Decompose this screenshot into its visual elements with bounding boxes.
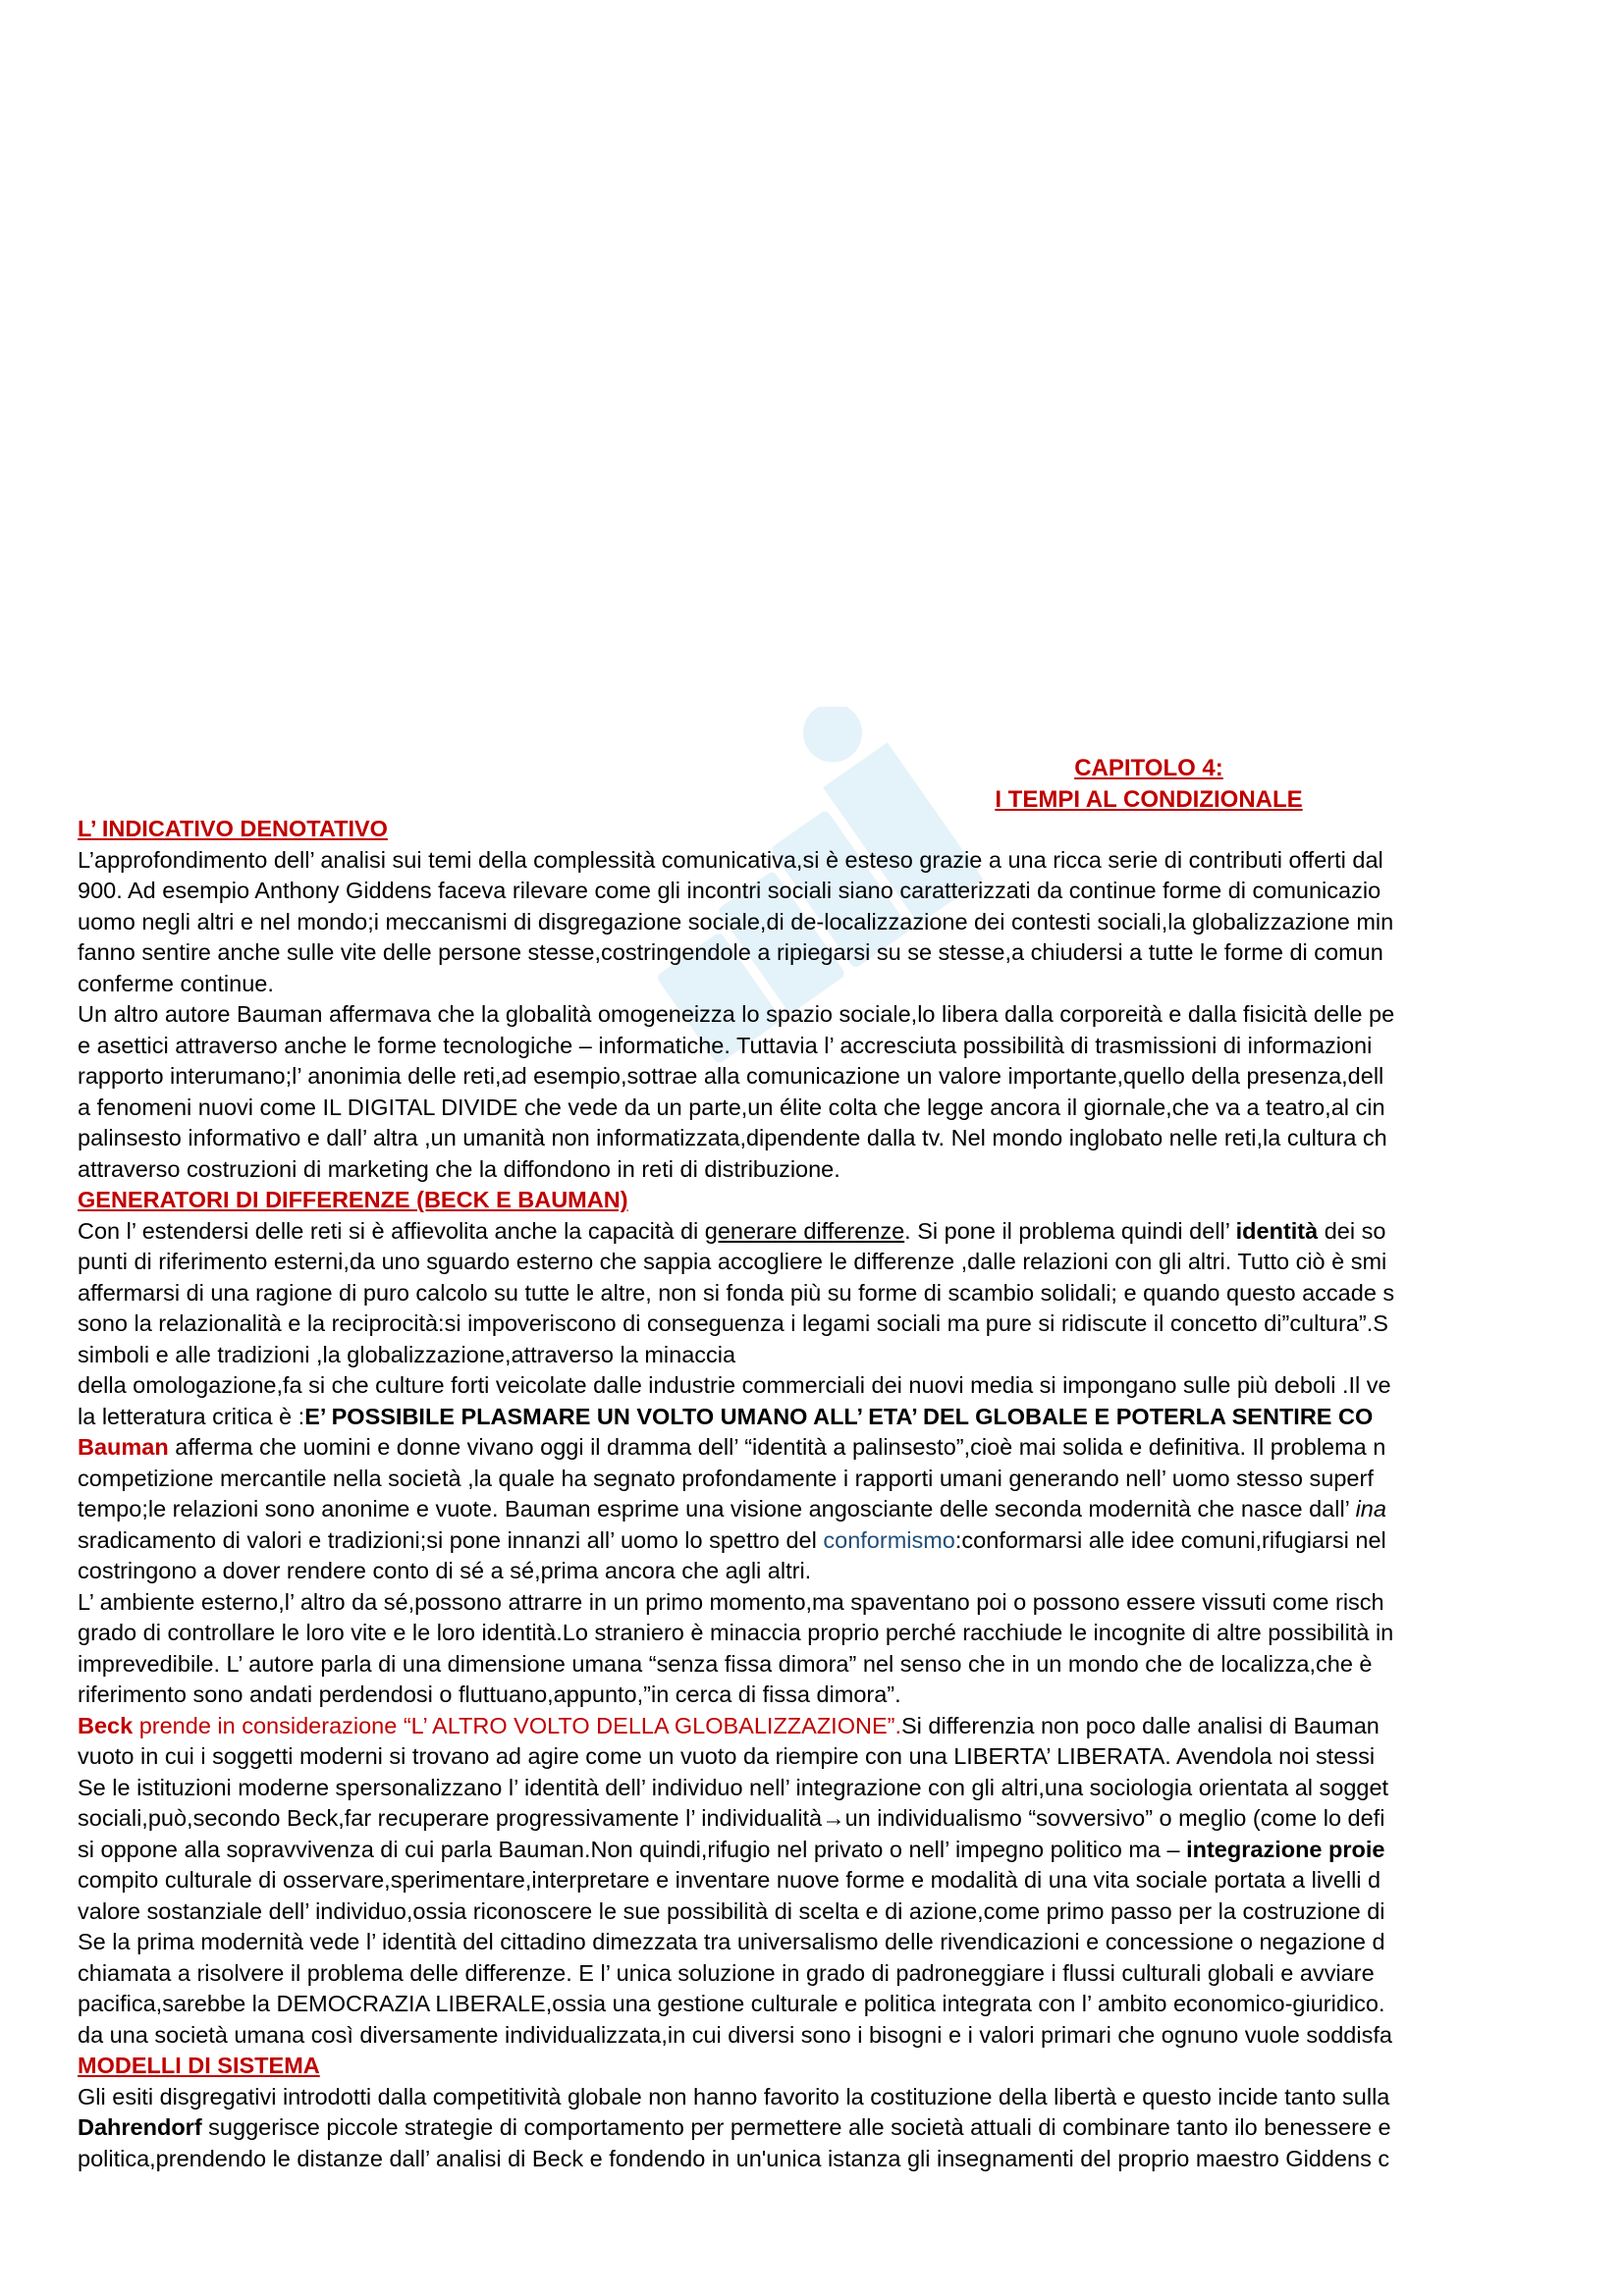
text-line: Se le istituzioni moderne spersonalizzano l’ identità dell’ individuo nell’ integrazione con gli altri,una sociologia orientata al sogget bbox=[78, 1774, 1389, 1800]
text-line: Gli esiti disgregativi introdotti dalla competitività globale non hanno favorito la costituzione della libertà e questo incide tanto sulla bbox=[78, 2083, 1390, 2109]
text-line: sono la relazionalità e la reciprocità:si impoveriscono di conseguenza i legami sociali ma pure si ridiscute il concetto di”cultura”.S bbox=[78, 1310, 1388, 1336]
text-line: palinsesto informativo e dall’ altra ,un umanità non informatizzata,dipendente dalla tv. Nel mondo inglobato nelle reti,la cultura ch bbox=[78, 1125, 1387, 1150]
text-line: L’approfondimento dell’ analisi sui temi della complessità comunicativa,si è esteso grazie a una ricca serie di contributi offerti dal bbox=[78, 846, 1383, 873]
italic-term: ina bbox=[1355, 1496, 1386, 1522]
author-name-beck: Beck bbox=[78, 1712, 134, 1738]
text-line: conferme continue. bbox=[78, 970, 274, 996]
text-line: rapporto interumano;l’ anonimia delle reti,ad esempio,sottrae alla comunicazione un valore importante,quello della presenza,dell bbox=[78, 1063, 1384, 1089]
text-line bbox=[78, 2112, 1624, 2144]
text-span: . Si pone il problema quindi dell’ bbox=[904, 1217, 1236, 1244]
document-body bbox=[78, 814, 1624, 2174]
highlighted-term: conformismo bbox=[823, 1526, 955, 1553]
text-span: si oppone alla sopravvivenza di cui parla Bauman.Non quindi,rifugio nel privato o nell’ impegno politico ma – bbox=[78, 1836, 1187, 1862]
section-heading-indicativo: L’ INDICATIVO DENOTATIVO bbox=[78, 816, 388, 841]
chapter-title: I TEMPI AL CONDIZIONALE bbox=[995, 786, 1303, 813]
text-line bbox=[78, 1216, 1624, 1248]
text-line: simboli e alle tradizioni ,la globalizzazione,attraverso la minaccia bbox=[78, 1341, 736, 1367]
author-name-bauman: Bauman bbox=[78, 1434, 169, 1460]
bold-term: integrazione proie bbox=[1186, 1836, 1385, 1862]
text-span: afferma che uomini e donne vivano oggi il dramma dell’ “identità a palinsesto”,cioè mai solida e definitiva. Il problema n bbox=[168, 1434, 1386, 1460]
text-line: a fenomeni nuovi come IL DIGITAL DIVIDE che vede da un parte,un élite colta che legge ancora il giornale,che va a teatro,al cin bbox=[78, 1094, 1385, 1120]
text-span: sociali,può,secondo Beck,far recuperare progressivamente l’ individualità bbox=[78, 1805, 823, 1831]
text-line: competizione mercantile nella società ,la quale ha segnato profondamente i rapporti umani generando nell’ uomo stesso superf bbox=[78, 1465, 1374, 1491]
section-heading-modelli: MODELLI DI SISTEMA bbox=[78, 2053, 320, 2078]
underlined-term: generare differenze bbox=[704, 1217, 905, 1244]
text-span: un individualismo “sovversivo” o meglio (come lo defi bbox=[844, 1805, 1385, 1831]
text-line bbox=[78, 1525, 1624, 1557]
text-line: politica,prendendo le distanze dall’ analisi di Beck e fondendo in un'unica istanza gli insegnamenti del proprio maestro Giddens c bbox=[78, 2145, 1390, 2171]
author-name-dahrendorf: Dahrendorf bbox=[78, 2114, 202, 2140]
text-line: pacifica,sarebbe la DEMOCRAZIA LIBERALE,ossia una gestione culturale e politica integrata con l’ ambito economico-giuridico. bbox=[78, 1991, 1385, 2016]
text-line: e asettici attraverso anche le forme tecnologiche – informatiche. Tuttavia l’ accresciuta possibilità di trasmissioni di informazioni bbox=[78, 1032, 1373, 1058]
text-span: :conformarsi alle idee comuni,rifugiarsi nel bbox=[954, 1526, 1386, 1553]
text-line: da una società umana così diversamente individualizzata,in cui diversi sono i bisogni e i valori primari che ognuno vuole soddisfa bbox=[78, 2021, 1392, 2048]
text-line: Se la prima modernità vede l’ identità del cittadino dimezzata tra universalismo delle rivendicazioni e concessione o negazione d bbox=[78, 1929, 1385, 1954]
text-line bbox=[78, 1803, 1624, 1835]
chapter-number: CAPITOLO 4: bbox=[1074, 755, 1223, 781]
red-text-span: prende in considerazione “L’ ALTRO VOLTO DELLA GLOBALIZZAZIONE”. bbox=[133, 1712, 901, 1738]
text-line: punti di riferimento esterni,da uno sguardo esterno che sappia accogliere le differenze ,dalle relazioni con gli altri. Tutto ciò è smi bbox=[78, 1249, 1387, 1274]
text-line: L’ ambiente esterno,l’ altro da sé,possono attrarre in un primo momento,ma spaventano poi o possono essere vissuti come risch bbox=[78, 1588, 1384, 1615]
text-line: chiamata a risolvere il problema delle differenze. E l’ unica soluzione in grado di padroneggiare i flussi culturali globali e avviare bbox=[78, 1959, 1375, 1986]
bold-question: E’ POSSIBILE PLASMARE UN VOLTO UMANO ALL’ ETA’ DEL GLOBALE E POTERLA SENTIRE CO bbox=[304, 1403, 1374, 1429]
text-line: compito culturale di osservare,sperimentare,interpretare e inventare nuove forme e modalità di una vita sociale portata a livelli d bbox=[78, 1867, 1381, 1893]
text-line bbox=[78, 1711, 1624, 1742]
text-span: tempo;le relazioni sono anonime e vuote. Bauman esprime una visione angosciante delle seconda modernità che nasce dall’ bbox=[78, 1496, 1356, 1522]
text-line: valore sostanziale dell’ individuo,ossia riconoscere le sue possibilità di scelta e di azione,come primo passo per la costruzione di bbox=[78, 1897, 1385, 1924]
text-line: uomo negli altri e nel mondo;i meccanismi di disgregazione sociale,di de-localizzazione dei contesti sociali,la globalizzazione min bbox=[78, 908, 1394, 934]
section-heading-generatori: GENERATORI DI DIFFERENZE (BECK E BAUMAN) bbox=[78, 1187, 628, 1212]
text-line: attraverso costruzioni di marketing che la diffondono in reti di distribuzione. bbox=[78, 1155, 840, 1182]
text-line: della omologazione,fa si che culture forti veicolate dalle industrie commerciali dei nuovi media si impongano sulle più deboli .Il ve bbox=[78, 1372, 1391, 1398]
text-line bbox=[78, 1494, 1624, 1525]
text-line: grado di controllare le loro vite e le loro identità.Lo straniero è minaccia proprio perché racchiude le incognite di altre possibilità in bbox=[78, 1620, 1394, 1645]
text-span: sradicamento di valori e tradizioni;si pone innanzi all’ uomo lo spettro del bbox=[78, 1526, 824, 1553]
text-line: costringono a dover rendere conto di sé a sé,prima ancora che agli altri. bbox=[78, 1558, 812, 1583]
text-line: riferimento sono andati perdendosi o fluttuano,appunto,”in cerca di fissa dimora”. bbox=[78, 1682, 901, 1707]
text-span: suggerisce piccole strategie di comportamento per permettere alle società attuali di combinare tanto ilo benessere e bbox=[201, 2114, 1391, 2140]
text-line: vuoto in cui i soggetti moderni si trovano ad agire come un vuoto da riempire con una LIBERTA’ LIBERATA. Avendola noi stessi bbox=[78, 1743, 1376, 1769]
text-line: Un altro autore Bauman affermava che la globalità omogeneizza lo spazio sociale,lo libera dalla corporeità e dalla fisicità delle pe bbox=[78, 1001, 1395, 1027]
arrow-symbol: → bbox=[822, 1805, 845, 1831]
text-span: Si differenzia non poco dalle analisi di Bauman bbox=[901, 1712, 1380, 1738]
text-span: dei so bbox=[1318, 1217, 1386, 1244]
text-line: affermarsi di una ragione di puro calcolo su tutte le altre, non si fonda più su forme di scambio solidali; e quando questo accade s bbox=[78, 1279, 1395, 1306]
text-line: imprevedibile. L’ autore parla di una dimensione umana “senza fissa dimora” nel senso che in un mondo che de localizza,che è bbox=[78, 1650, 1373, 1677]
text-line bbox=[78, 1402, 1624, 1433]
text-span: Con l’ estendersi delle reti si è affievolita anche la capacità di bbox=[78, 1217, 705, 1244]
bold-term: identità bbox=[1235, 1217, 1319, 1244]
text-line bbox=[78, 1432, 1624, 1464]
text-span: la letteratura critica è : bbox=[78, 1403, 305, 1429]
text-line: fanno sentire anche sulle vite delle persone stesse,costringendole a ripiegarsi su se stesse,a chiudersi a tutte le forme di comun bbox=[78, 939, 1383, 965]
text-line bbox=[78, 1835, 1624, 1866]
text-line: 900. Ad esempio Anthony Giddens faceva rilevare come gli incontri sociali siano caratterizzati da continue forme di comunicazio bbox=[78, 878, 1381, 903]
